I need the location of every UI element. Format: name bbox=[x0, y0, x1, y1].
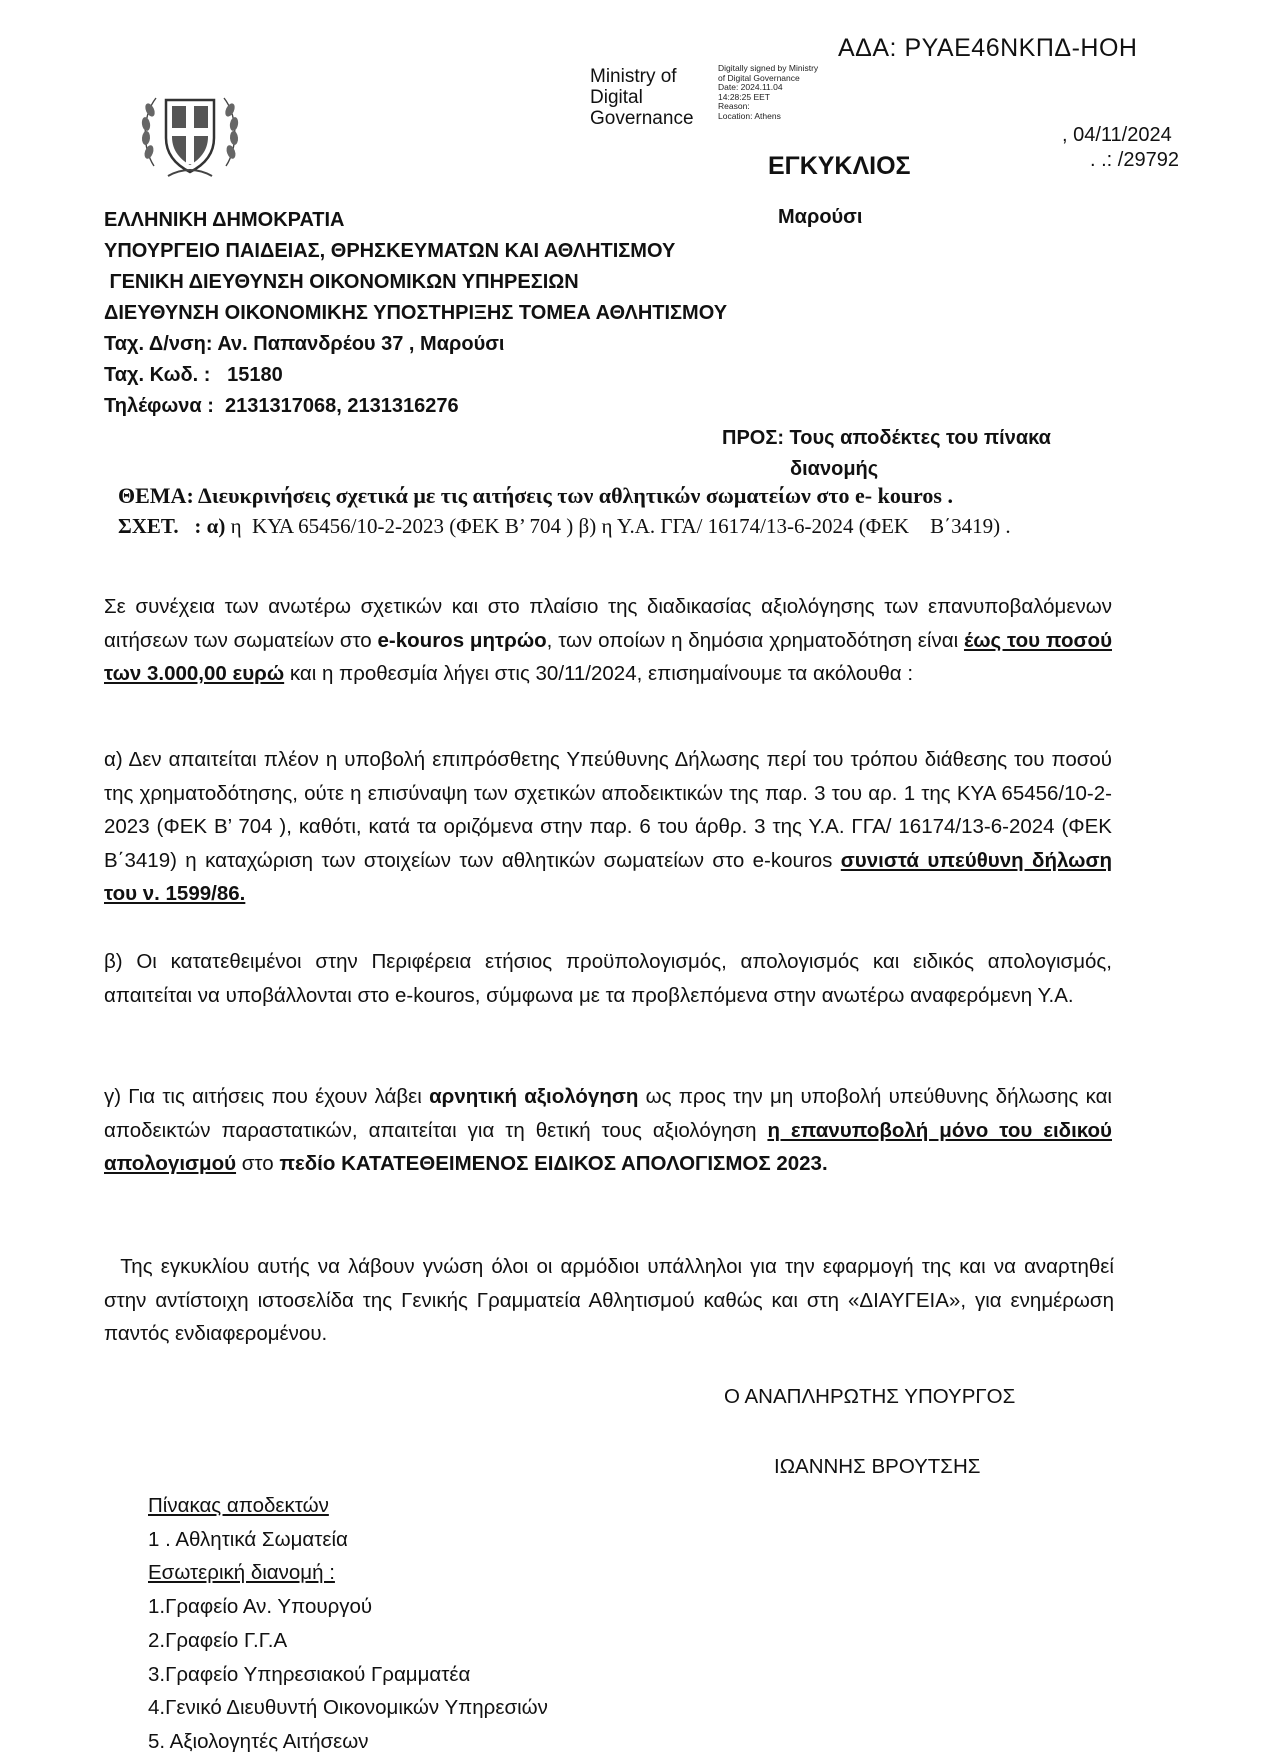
intro-text: , των οποίων η δημόσια χρηματοδότηση είναι bbox=[546, 628, 964, 652]
point-a-text: α) Δεν απαιτείται πλέον η υποβολή επιπρόσθετης Υπεύθυνης Δήλωσης περί του τρόπου διάθεσης του ποσού της χρηματοδότησης, ούτε η επισύναψη των σχετικών αποδεικτικών της παρ. 3 του αρ. 1 της ΚΥΑ 65456/10-2-2023 (ΦΕΚ Β’ 704 ), καθότι, κατά τα οριζόμενα στην παρ. 6 του άρθρ. 3 της Υ.Α. ΓΓΑ/ 16174/13-6-2024 (ΦΕΚ Β΄3419) η καταχώριση των στοιχείων των αθλητικών σωματείων στο e-kouros bbox=[104, 748, 1112, 872]
recipient-line: ΠΡΟΣ: Τους αποδέκτες του πίνακα bbox=[722, 427, 1051, 449]
recipient-line: διανομής bbox=[790, 458, 879, 480]
internal-heading: Εσωτερική διανομή : bbox=[148, 1561, 335, 1585]
internal-item: 3.Γραφείο Υπηρεσιακού Γραμματέα bbox=[148, 1662, 471, 1686]
signature-detail-line: Digitally signed by Ministry bbox=[718, 63, 819, 73]
signature-details bbox=[718, 64, 818, 121]
point-a-bold: συνιστά υπεύθυνη δήλωση του ν. 1599/86. bbox=[104, 848, 1112, 905]
header-address: Ταχ. Δ/νση: Αν. Παπανδρέου 37 , Μαρούσι bbox=[104, 333, 505, 355]
coat-of-arms-emblem bbox=[138, 86, 242, 182]
point-b-paragraph: β) Οι κατατεθειμένοι στην Περιφέρεια ετήσιος προϋπολογισμός, απολογισμός και ειδικός απολογισμός, απαιτείται να υποβάλλονται στο e-kouros, σύμφωνα με τα προβλεπόμενα στην ανωτέρω αναφερόμενη Υ.Α. bbox=[104, 950, 1112, 1007]
closing-paragraph: Της εγκυκλίου αυτής να λάβουν γνώση όλοι οι αρμόδιοι υπάλληλοι για την εφαρμογή της και να αναρτηθεί στην αντίστοιχη ιστοσελίδα της Γενικής Γραμματεία Αθλητισμού καθώς και στη «ΔΙΑΥΓΕΙΑ», για ενημέρωση παντός ενδιαφερομένου. bbox=[104, 1255, 1120, 1345]
related-references bbox=[118, 514, 1011, 539]
point-c-text: στο bbox=[236, 1152, 280, 1175]
related-label: ΣΧΕΤ. : α) bbox=[118, 514, 226, 538]
header-line: ΕΛΛΗΝΙΚΗ ΔΗΜΟΚΡΑΤΙΑ bbox=[104, 209, 345, 231]
point-a-paragraph bbox=[104, 743, 1112, 911]
signature-detail-line: of Digital Governance bbox=[718, 72, 800, 83]
protocol-number: . .: /29792 bbox=[1090, 149, 1179, 171]
point-c-paragraph bbox=[104, 1080, 1112, 1181]
recipients-item: 1 . Αθλητικά Σωματεία bbox=[148, 1527, 348, 1551]
point-c-bold-field: πεδίο ΚΑΤΑΤΕΘΕΙΜΕΝΟΣ ΕΙΔΙΚΟΣ ΑΠΟΛΟΓΙΣΜΟΣ 2023. bbox=[279, 1152, 828, 1175]
signature-label bbox=[590, 66, 694, 129]
point-c-text: ως προς την μη υποβολή υπεύθυνης δήλωσης και αποδεικτών παραστατικών, απαιτείται για τη θετική τους αξιολόγηση bbox=[104, 1085, 1112, 1142]
header-line: ΓΕΝΙΚΗ ΔΙΕΥΘΥΝΣΗ ΟΙΚΟΝΟΜΙΚΩΝ ΥΠΗΡΕΣΙΩΝ bbox=[104, 271, 579, 293]
recipient-block bbox=[722, 423, 1051, 485]
intro-paragraph bbox=[104, 590, 1112, 691]
recipients-heading: Πίνακας αποδεκτών bbox=[148, 1494, 329, 1517]
header-line: ΔΙΕΥΘΥΝΣΗ ΟΙΚΟΝΟΜΙΚΗΣ ΥΠΟΣΤΗΡΙΞΗΣ ΤΟΜΕΑ ΑΘΛΗΤΙΣΜΟΥ bbox=[104, 302, 728, 324]
internal-item: 2.Γραφείο Γ.Γ.Α bbox=[148, 1628, 288, 1652]
signature-detail-line: Location: Athens bbox=[718, 110, 781, 121]
internal-item: 1.Γραφείο Αν. Υπουργού bbox=[148, 1595, 373, 1619]
header-postcode: Ταχ. Κωδ. : 15180 bbox=[104, 364, 283, 386]
signature-label-line: Ministry of bbox=[590, 66, 677, 87]
signature-label-line: Governance bbox=[590, 108, 694, 129]
signature-detail-line: 14:28:25 EET bbox=[718, 91, 770, 102]
distribution-list bbox=[148, 1489, 548, 1759]
header-line: ΥΠΟΥΡΓΕΙΟ ΠΑΙΔΕΙΑΣ, ΘΡΗΣΚΕΥΜΑΤΩΝ ΚΑΙ ΑΘΛΗΤΙΣΜΟΥ bbox=[104, 240, 676, 262]
document-place: Μαρούσι bbox=[778, 206, 863, 228]
intro-text: Σε συνέχεια των ανωτέρω σχετικών και στο πλαίσιο της διαδικασίας αξιολόγησης των επανυποβαλόμενων αιτήσεων των σωματείων στο bbox=[104, 595, 1112, 652]
point-c-text: γ) Για τις αιτήσεις που έχουν λάβει bbox=[104, 1085, 430, 1108]
intro-text: και η προθεσμία λήγει στις 30/11/2024, επισημαίνουμε τα ακόλουθα : bbox=[284, 662, 914, 685]
signature-label-line: Digital bbox=[590, 87, 643, 108]
signature-detail-line: Reason: bbox=[718, 101, 750, 111]
signature-detail-line: Date: 2024.11.04 bbox=[718, 82, 783, 92]
intro-bold-amount: έως του ποσού των 3.000,00 ευρώ bbox=[104, 628, 1112, 685]
header-phones: Τηλέφωνα : 2131317068, 2131316276 bbox=[104, 395, 459, 417]
point-c-bold-negative: αρνητική αξιολόγηση bbox=[429, 1085, 639, 1108]
internal-item: 5. Αξιολογητές Αιτήσεων bbox=[148, 1729, 369, 1753]
sender-header bbox=[104, 205, 727, 422]
signatory-title: Ο ΑΝΑΠΛΗΡΩΤΗΣ ΥΠΟΥΡΓΟΣ bbox=[724, 1385, 1016, 1408]
intro-bold-registry: e-kouros μητρώο bbox=[377, 628, 547, 652]
document-date: , 04/11/2024 bbox=[1062, 124, 1172, 146]
related-text: η ΚΥΑ 65456/10-2-2023 (ΦΕΚ Β’ 704 ) β) η Υ.Α. ΓΓΑ/ 16174/13-6-2024 (ΦΕΚ Β΄3419) . bbox=[225, 514, 1011, 538]
ada-code: ΑΔΑ: ΡΥΑΕ46ΝΚΠΔ-ΗΟΗ bbox=[838, 34, 1138, 62]
subject-line: ΘΕΜΑ: Διευκρινήσεις σχετικά με τις αιτήσεις των αθλητικών σωματείων στο e- kouros . bbox=[118, 483, 953, 508]
point-c-bold-resubmission: η επανυποβολή μόνο του ειδικού απολογισμού bbox=[104, 1118, 1112, 1175]
internal-item: 4.Γενικό Διευθυντή Οικονομικών Υπηρεσιών bbox=[148, 1696, 548, 1720]
document-type: ΕΓΚΥΚΛΙΟΣ bbox=[768, 152, 911, 180]
signatory-name: ΙΩΑΝΝΗΣ ΒΡΟΥΤΣΗΣ bbox=[774, 1455, 981, 1478]
